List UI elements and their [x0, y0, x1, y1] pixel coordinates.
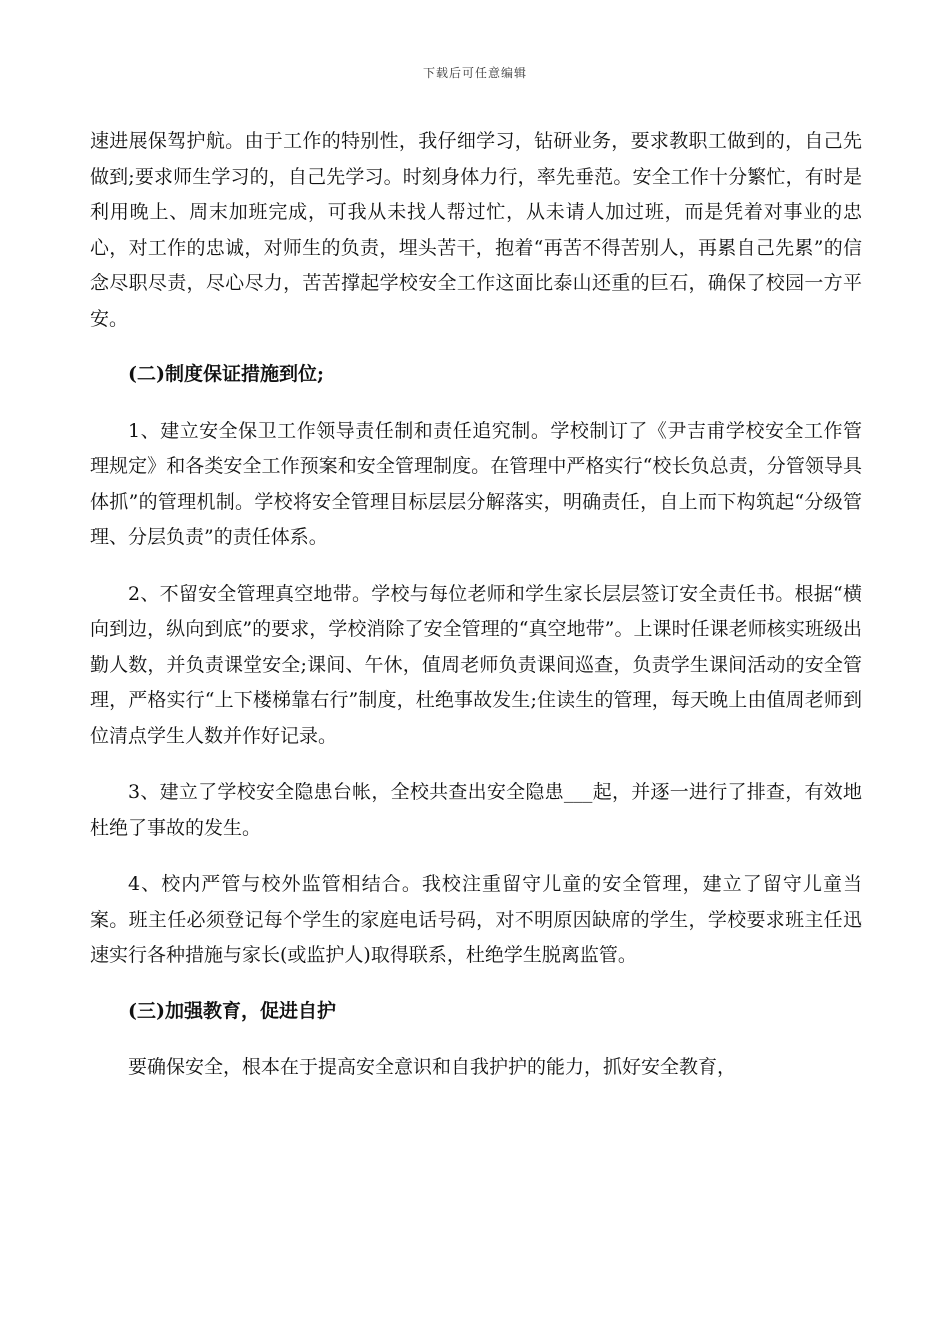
- paragraph-item-4: 4、校内严管与校外监管相结合。我校注重留守儿童的安全管理，建立了留守儿童当案。班主任必须登记每个学生的家庭电话号码，对不明原因缺席的学生，学校要求班主任迅速实行各种措施与家长(或监护人)取得联系，杜绝学生脱离监管。: [90, 873, 862, 966]
- section-heading-2: (二)制度保证措施到位;: [128, 363, 324, 385]
- paragraph-education: 要确保安全，根本在于提高安全意识和自我护护的能力，抓好安全教育，: [128, 1056, 737, 1078]
- section-heading-3: (三)加强教育，促进自护: [128, 999, 336, 1022]
- page-header-note: 下载后可任意编辑: [422, 66, 527, 80]
- document-body: [90, 124, 862, 1086]
- paragraph-continued: 速进展保驾护航。由于工作的特别性，我仔细学习，钻研业务，要求教职工做到的，自己先做到;要求师生学习的，自己先学习。时刻身体力行，率先垂范。安全工作十分繁忙，有时是利用晚上、周末加班完成，可我从未找人帮过忙，从未请人加过班，而是凭着对事业的忠心，对工作的忠诚，对师生的负责，埋头苦干，抱着“再苦不得苦别人，再累自己先累”的信念尽职尽责，尽心尽力，苦苦撑起学校安全工作这面比泰山还重的巨石，确保了校园一方平安。: [90, 130, 862, 330]
- paragraph-item-1: 1、建立安全保卫工作领导责任制和责任追究制。学校制订了《尹吉甫学校安全工作管理规定》和各类安全工作预案和安全管理制度。在管理中严格实行“校长负总责，分管领导具体抓”的管理机制。学校将安全管理目标层层分解落实，明确责任，自上而下构筑起“分级管理、分层负责”的责任体系。: [90, 419, 862, 548]
- paragraph-item-3: 3、建立了学校安全隐患台帐，全校共查出安全隐患___起，并逐一进行了排查，有效地杜绝了事故的发生。: [90, 781, 862, 839]
- paragraph-item-2: 2、不留安全管理真空地带。学校与每位老师和学生家长层层签订安全责任书。根据“横向到边，纵向到底”的要求，学校消除了安全管理的“真空地带”。上课时任课老师核实班级出勤人数，并负责课堂安全;课间、午休，值周老师负责课间巡查，负责学生课间活动的安全管理，严格实行“上下楼梯靠右行”制度，杜绝事故发生;住读生的管理，每天晚上由值周老师到位清点学生人数并作好记录。: [90, 582, 862, 747]
